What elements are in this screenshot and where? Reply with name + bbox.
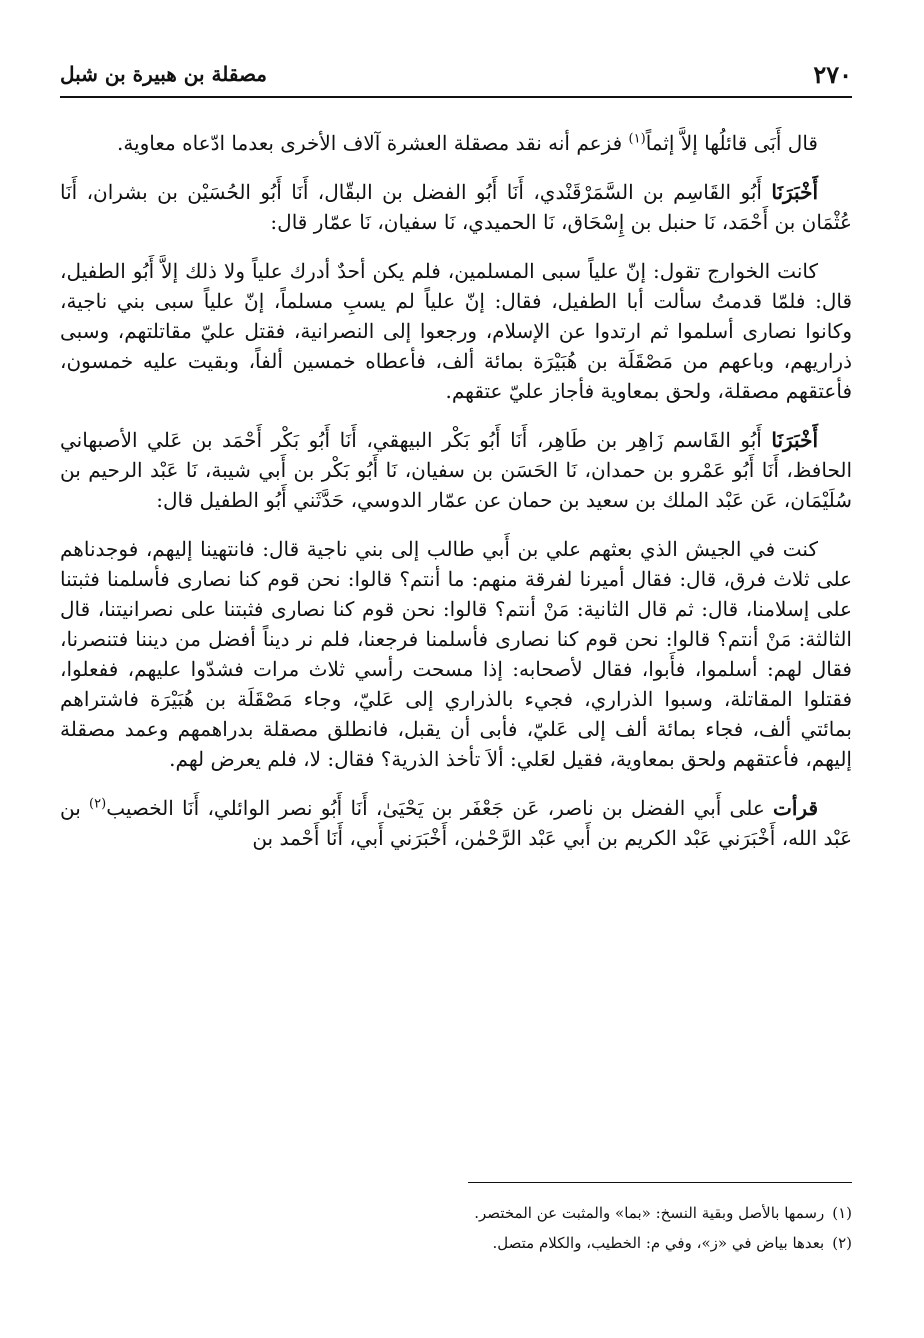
footnote-number: (١) [832,1204,852,1222]
footnote-ref-1: (١) [628,131,646,147]
footnote-text: بعدها بياض في «ز»، وفي م: الخطيب، والكلام متصل. [492,1234,825,1252]
page-body [60,128,852,872]
footnote-2 [60,1228,852,1258]
paragraph-text: فزعم أنه نقد مصقلة العشرة آلاف الأخرى بعدما ادّعاه معاوية. [116,131,629,155]
paragraph-text: أَبُو القَاسِم بن السَّمَرْقَنْدي، أَنَا أَبُو الفضل بن البقّال، أَنَا أَبُو الحُسَيْن بن بشران، أَنَا عُثْمَان بن أَحْمَد، نَا حنبل بن إِسْحَاق، نَا الحميدي، نَا سفيان، نَا عمّار قال: [60,180,852,234]
footnote-text: رسمها بالأصل وبقية النسخ: «بما» والمثبت عن المختصر. [474,1204,825,1222]
page-header [60,58,852,92]
footnote-divider [468,1182,852,1183]
paragraph-text: كانت الخوارج تقول: إنّ علياً سبى المسلمين، فلم يكن أحدٌ أدرك علياً ولا ذلك إلاَّ أَبُو الطفيل، قال: فلمّا قدمتُ سألت أبا الطفيل، فقال: إنّ علياً لم يسبِ مسلماً، إنّ علياً سبى بني ناجية، وكانوا نصارى أسلموا ثم ارتدوا عن الإسلام، ورجعوا إلى النصرانية، فقتل عليّ مقاتلتهم، وسبى ذراريهم، وباعهم من مَصْقَلَة بن هُبَيْرَة بمائة ألف، فأعطاه خمسين ألفاً، وبقيت عليه خمسون، فأعتقهم مصقلة، ولحق بمعاوية فأجاز عليّ عتقهم. [60,259,852,403]
running-title: مصقلة بن هبيرة بن شبل [60,62,268,86]
footnote-ref-2: (٢) [89,796,107,812]
page-number: ٢٧٠ [813,60,852,89]
footnotes [60,1198,852,1258]
paragraph-text: قال أَبَى قائلُها إلاَّ إثماً [645,131,818,155]
paragraph-text: على أَبي الفضل بن ناصر، عَن جَعْفَر بن يَحْيَىٰ، أَنَا أَبُو نصر الوائلي، أَنَا الخصيب [106,796,774,820]
header-divider [60,96,852,98]
paragraph-text: أَبُو القَاسم زَاهِر بن طَاهِر، أَنَا أَبُو بَكْر البيهقي، أَنَا أَبُو بَكْر أَحْمَد بن عَلي الأصبهاني الحافظ، أَنَا أَبُو عَمْرو بن حمدان، نَا الحَسَن بن سفيان، نَا أَبُو بَكْر بن أَبي شيبة، نَا عَبْد الرحيم بن سُلَيْمَان، عَن عَبْد الملك بن سعيد بن حمان عن عمّار الدوسي، حَدَّثَني أَبُو الطفيل قال: [60,428,852,512]
paragraph-text: كنت في الجيش الذي بعثهم علي بن أَبي طالب إلى بني ناجية قال: فانتهينا إليهم، فوجدناهم على ثلاث فرق، قال: فقال أميرنا لفرقة منهم: ما أنتم؟ قالوا: نحن قوم كنا نصارى فأسلمنا فثبتنا على إسلامنا، قال: ثم قال الثانية: مَنْ أنتم؟ قالوا: نحن قوم كنا نصارى فثبتنا على نصرانيتنا، قال الثالثة: مَنْ أنتم؟ قالوا: نحن قوم كنا نصارى فأسلمنا فرجعنا، فلم نر ديناً أفضل من ديننا فتنصرنا، فقال لهم: أسلموا، فأَبوا، فقال لأصحابه: إذا مسحت رأسي ثلاث مرات فشدّوا عليهم، ففعلوا، فقتلوا المقاتلة، وسبوا الذراري، فجيء بالذراري إلى عَليّ، وجاء مَصْقَلَة بن هُبَيْرَة فاشتراهم بمائتي ألف، فجاء بمائة ألف إلى عَليّ، فأبى أن يقبل، فانطلق مصقلة بدراهمهم وعمد مصقلة إليهم، فأعتقهم ولحق بمعاوية، فقيل لعَلي: ألاَ تأخذ الذرية؟ فقال: لا، فلم يعرض لهم. [60,537,852,771]
paragraph-6 [60,793,852,853]
footnote-1 [60,1198,852,1228]
paragraph-text: بن عَبْد الله، أَخْبَرَني عَبْد الكريم بن أَبي عَبْد الرَّحْمٰن، أَخْبَرَني أَبي، أَنَا أَحْمد بن [60,796,852,850]
paragraph-5 [60,534,852,774]
paragraph-3 [60,256,852,406]
paragraph-lead-word: أَخْبَرَنَا [771,428,818,452]
paragraph-1 [60,128,852,158]
paragraph-lead-word: قرأت [773,796,819,820]
paragraph-2 [60,177,852,237]
paragraph-lead-word: أَخْبَرَنَا [771,180,818,204]
footnote-number: (٢) [832,1234,852,1252]
paragraph-4 [60,425,852,515]
